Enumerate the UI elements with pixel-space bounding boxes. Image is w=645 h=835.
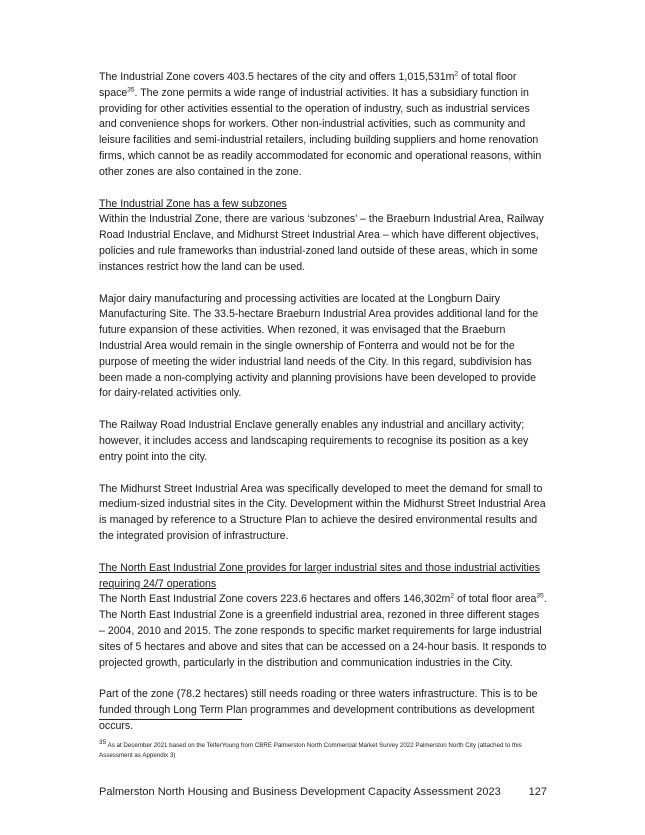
paragraph-infrastructure: Part of the zone (78.2 hectares) still needs roading or three waters infrastructure. This is to be funded through Long Term Plan programmes and development contributions as development occurs. — [99, 688, 538, 732]
footer-title: Palmerston North Housing and Business Development Capacity Assessment 2023 — [99, 786, 501, 798]
paragraph-industrial-zone — [99, 70, 547, 181]
paragraph-braeburn: Major dairy manufacturing and processing activities are located at the Longburn Dairy Manufacturing Site. The 33.5-hectare Braeburn Industrial Area provides additional land for the future expansion of these activities. When rezoned, it was envisaged that the Braeburn Industrial Area would remain in the single ownership of Fonterra and would not be for the purpose of meeting the wider industrial land needs of the City. In this regard, subdivision has been made a non-complying activity and planning provisions have been developed to provide for dairy-related activities only. — [99, 292, 539, 400]
footnote-mark: 35 — [99, 738, 107, 746]
paragraph-north-east — [99, 592, 547, 671]
text: The Industrial Zone covers 403.5 hectares of the city and offers 1,015,531m — [99, 71, 455, 83]
text: The North East Industrial Zone covers 223.6 hectares and offers 146,302m — [99, 593, 451, 606]
page-footer — [99, 784, 547, 800]
superscript: 2 — [450, 592, 454, 600]
text: of total floor area — [454, 593, 537, 606]
text: . The zone permits a wide range of industrial activities. It has a subsidiary function in providing for other activities essential to the operation of industry, such as industrial services and convenience shops for workers. Other non-industrial activities, such as community and leisure facilities and semi-industrial retailers, including building suppliers and home renovation firms, which cannot be as readily accommodated for economic and operational reasons, within other zones are also contained in the zone. — [99, 86, 542, 178]
footnote — [99, 738, 547, 761]
heading-subzones: The Industrial Zone has a few subzones — [99, 197, 287, 210]
footnote-text: As at December 2021 based on the TelferYoung from CBRE Palmerston North Commercial Market Survey 2022 Palmerston North City (attached to this Assessment as Appendix 3) — [99, 742, 522, 759]
paragraph-subzones: Within the Industrial Zone, there are various ‘subzones’ – the Braeburn Industrial Area, Railway Road Industrial Enclave, and Midhurst Street Industrial Area – which have different objectives, policies and rule frameworks than industrial-zoned land outside of these areas, which in some instances restrict how the land can be used. — [99, 213, 544, 273]
text: . The North East Industrial Zone is a greenfield industrial area, rezoned in three different stages – 2004, 2010 and 2015. The zone responds to specific market requirements for large industrial sites of 5 hectares and above and sites that can be accessed on a 24-hour basis. It responds to projected growth, particularly in the distribution and communication industries in the City. — [99, 593, 547, 669]
footnote-reference[interactable]: 35 — [536, 592, 544, 600]
paragraph-railway-road: The Railway Road Industrial Enclave generally enables any industrial and ancillary activity; however, it includes access and landscaping requirements to recognise its position as a key entry point into the city. — [99, 419, 529, 463]
footnote-reference[interactable]: 35 — [127, 86, 135, 94]
document-body — [99, 70, 547, 735]
superscript: 2 — [454, 70, 459, 78]
text: of total floor space — [99, 71, 517, 99]
paragraph-midhurst: The Midhurst Street Industrial Area was specifically developed to meet the demand for small to medium-sized industrial sites in the City. Development within the Midhurst Street Industrial Area is managed by reference to a Structure Plan to achieve the desired environmental results and the integrated provision of infrastructure. — [99, 482, 546, 542]
page-number: 127 — [528, 786, 547, 798]
footnote-divider — [99, 719, 242, 720]
heading-north-east: The North East Industrial Zone provides for larger industrial sites and those industrial activities requiring 24/7 operations — [99, 561, 541, 590]
